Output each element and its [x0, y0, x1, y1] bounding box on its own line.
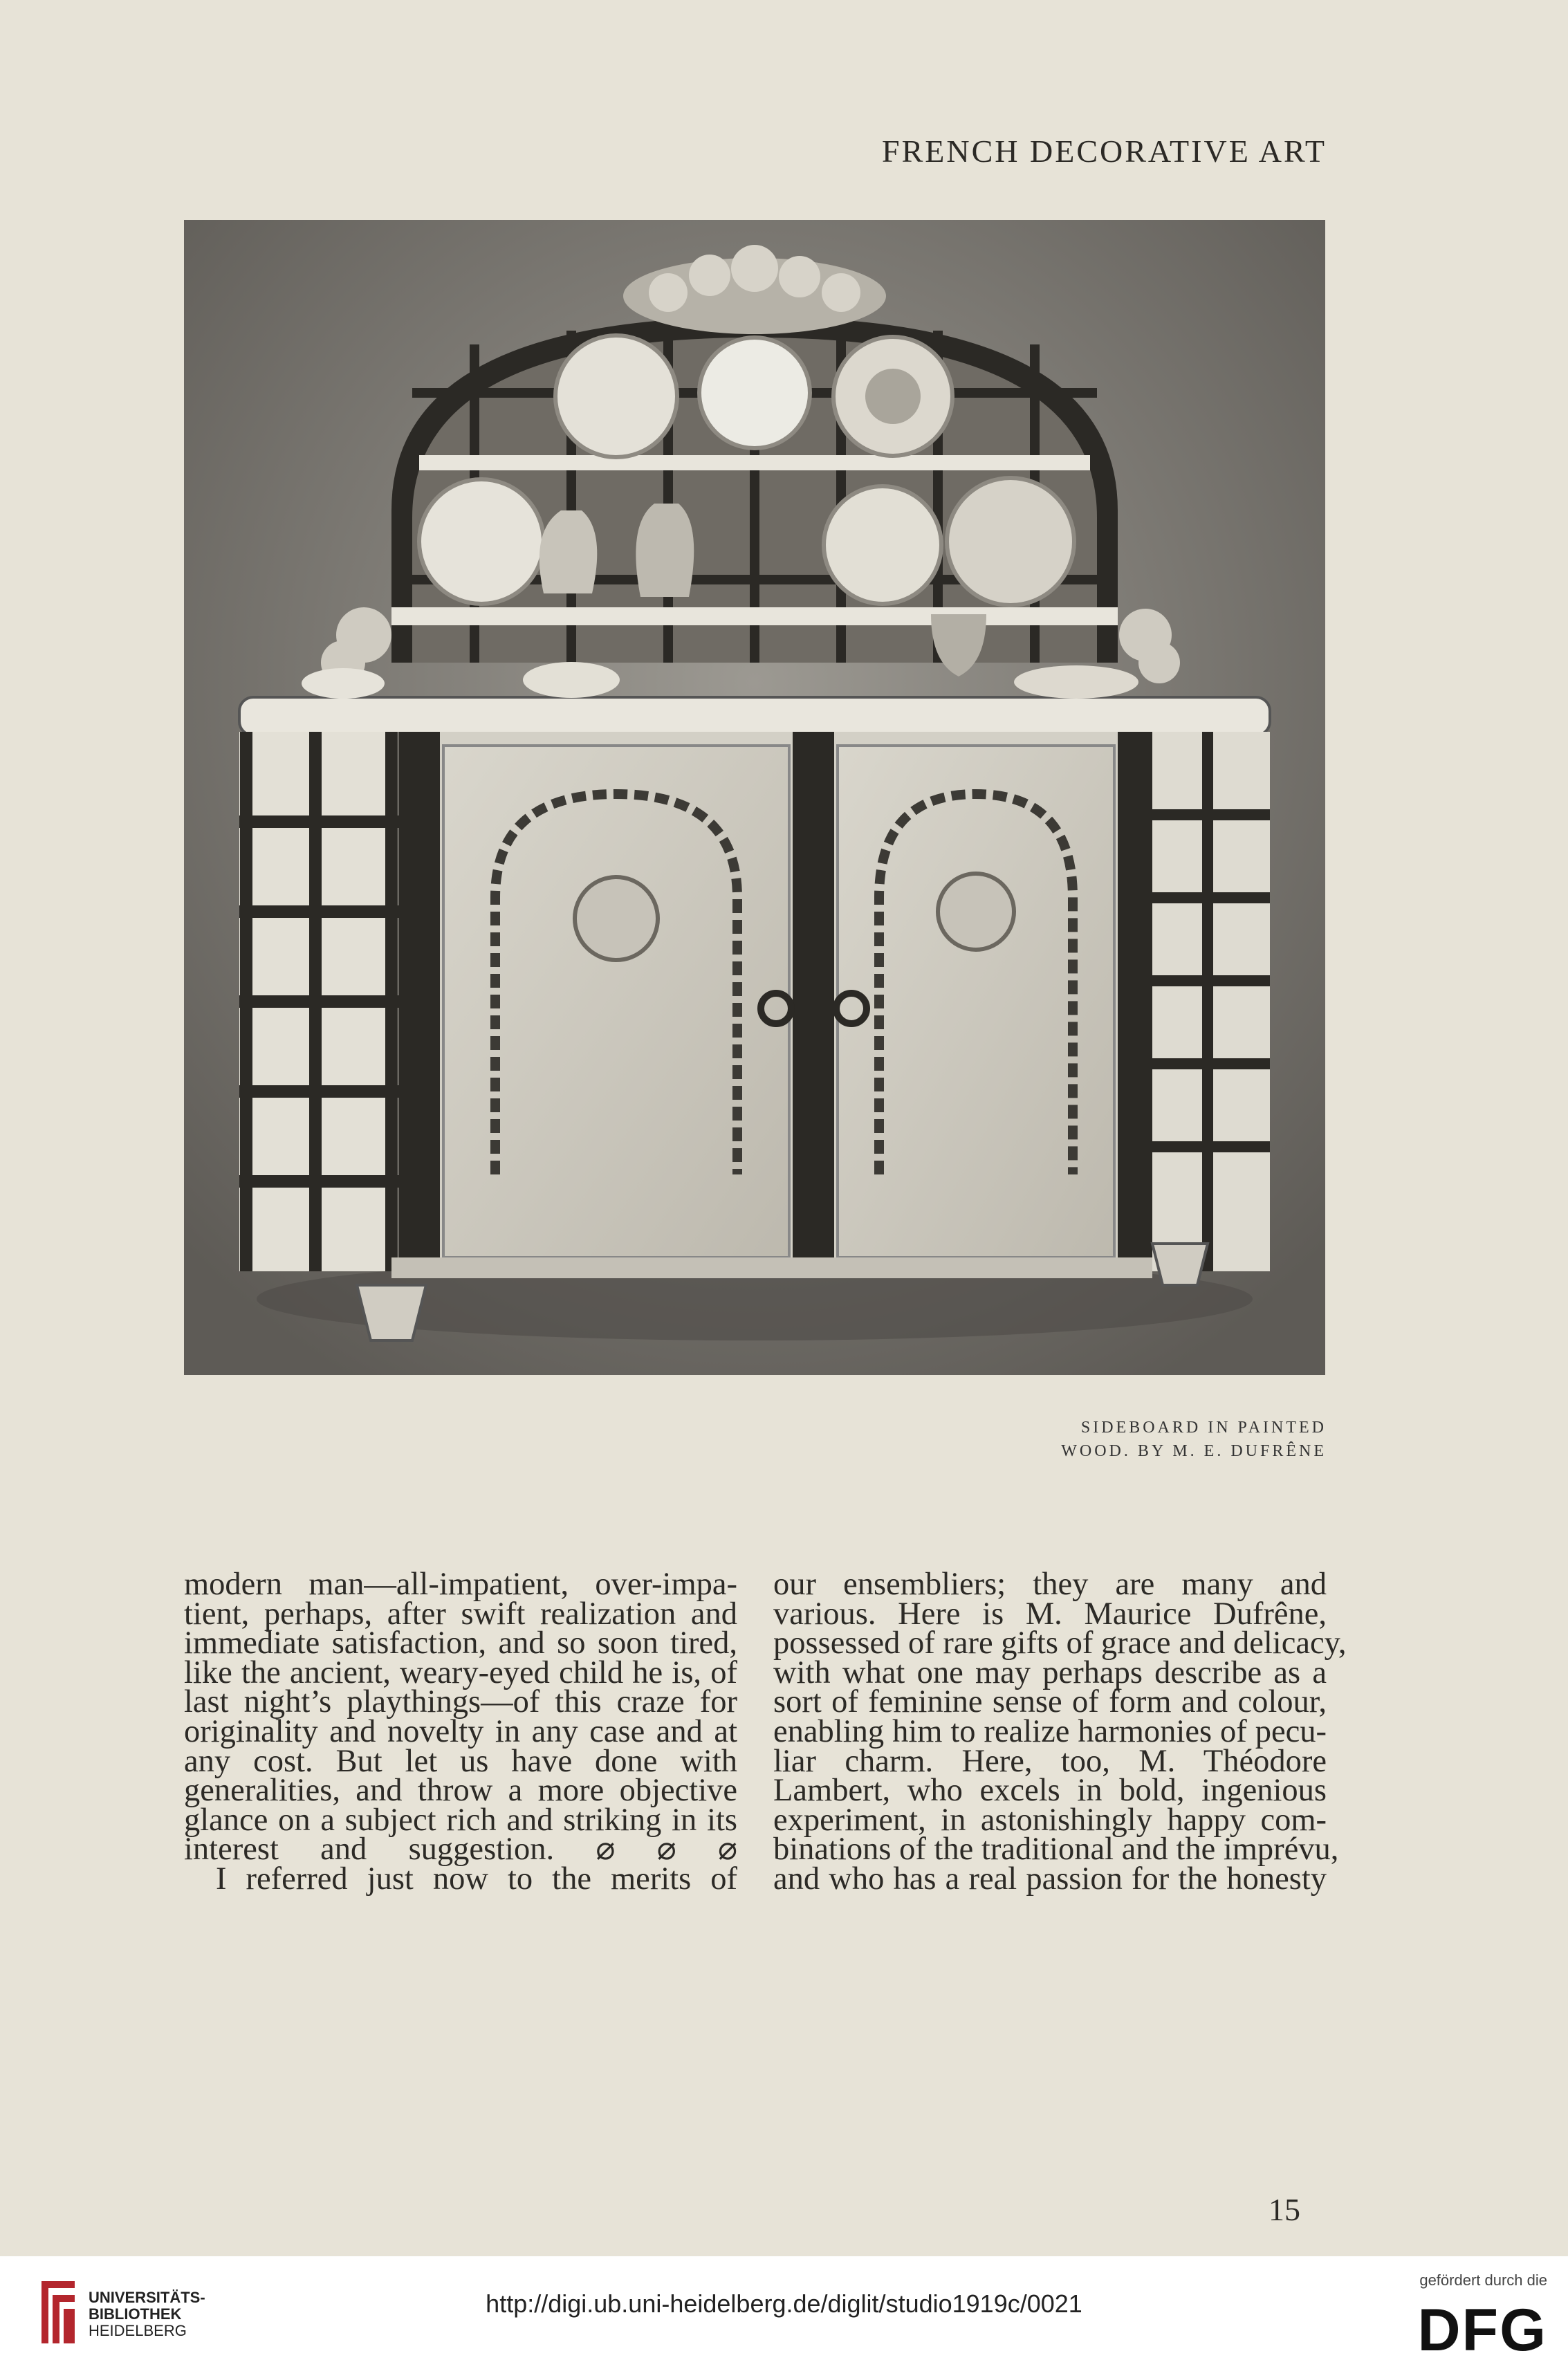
text-column-right: [773, 1567, 1347, 1897]
text-line: enabling him to realize harmonies of pecu-: [773, 1713, 1327, 1749]
text-line: liar charm. Here, too, M. Théodore: [773, 1743, 1327, 1779]
library-name-line: BIBLIOTHEK: [89, 2305, 182, 2323]
caption-line: WOOD. BY M. E. DUFRÊNE: [1061, 1442, 1327, 1460]
text-line: various. Here is M. Maurice Dufrêne,: [773, 1596, 1327, 1632]
footer-bar: [0, 2256, 1568, 2369]
library-name-line: UNIVERSITÄTS-: [89, 2289, 205, 2306]
text-line: sort of feminine sense of form and colour,: [773, 1684, 1327, 1720]
text-line: glance on a subject rich and striking in its: [184, 1802, 737, 1838]
sideboard-photograph: [184, 220, 1325, 1375]
text-line: like the ancient, weary-eyed child he is, of: [184, 1654, 737, 1690]
page-number: 15: [1269, 2192, 1300, 2227]
library-name-line: HEIDELBERG: [89, 2322, 187, 2339]
running-head: FRENCH DECORATIVE ART: [882, 133, 1327, 169]
sponsor-label: gefördert durch die: [1419, 2271, 1547, 2289]
text-line: originality and novelty in any case and at: [184, 1713, 737, 1749]
text-column-left: [184, 1567, 737, 1897]
text-line: tient, perhaps, after swift realization and: [184, 1596, 737, 1632]
text-line: modern man—all-impatient, over-impa-: [184, 1567, 737, 1602]
caption-line: SIDEBOARD IN PAINTED: [1080, 1419, 1327, 1437]
text-line: any cost. But let us have done with: [184, 1743, 737, 1779]
text-line: I referred just now to the merits of: [216, 1861, 737, 1897]
text-line: generalities, and throw a more objective: [184, 1773, 737, 1809]
dfg-logo: DFG: [1417, 2297, 1547, 2363]
text-line: Lambert, who excels in bold, ingenious: [773, 1773, 1327, 1809]
text-line: interest and suggestion. ⌀ ⌀ ⌀: [184, 1832, 737, 1868]
sideboard-illustration: [184, 220, 1325, 1375]
text-line: immediate satisfaction, and so soon tired,: [184, 1625, 737, 1661]
plate-caption: [899, 1416, 1327, 1463]
text-line: and who has a real passion for the honesty: [773, 1861, 1327, 1897]
text-line: experiment, in astonishingly happy com-: [773, 1802, 1327, 1838]
text-line: with what one may perhaps describe as a: [773, 1654, 1327, 1690]
text-line: last night’s playthings—of this craze for: [184, 1684, 737, 1720]
text-line: binations of the traditional and the imprévu,: [773, 1832, 1339, 1868]
text-line: possessed of rare gifts of grace and delicacy,: [773, 1625, 1347, 1661]
permalink-url[interactable]: http://digi.ub.uni-heidelberg.de/diglit/studio1919c/0021: [486, 2289, 1082, 2318]
text-line: our ensembliers; they are many and: [773, 1567, 1327, 1602]
